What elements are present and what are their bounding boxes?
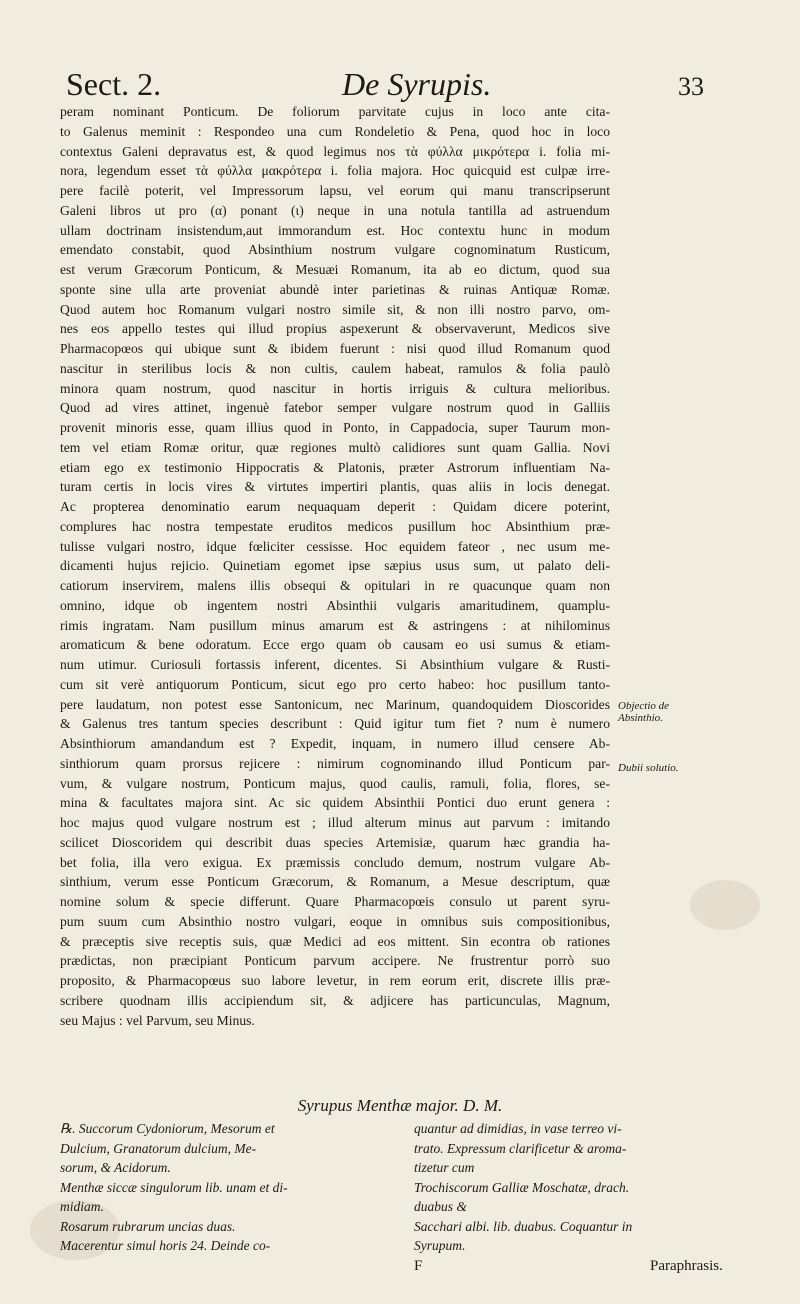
running-header <box>66 66 766 106</box>
recipe-line: Menthæ siccæ singulorum lib. unam et di- <box>60 1179 288 1195</box>
text-line: etiam ego ex testimonio Hippocratis & Platonis, præter Astrorum influentiam Na- <box>60 459 610 475</box>
recipe-line: sorum, & Acidorum. <box>60 1160 171 1175</box>
text-line: turam certis in locis vires & virtutes impertiri plantis, quas aliis in locis denegat. <box>60 479 610 495</box>
text-line: mina & facultates majora sint. Ac sic quidem Absinthii Pontici duo erunt genera : <box>60 795 610 811</box>
text-line: hoc majus quod vulgare nostrum est ; illud alterum minus aut parvum : imitando <box>60 815 610 830</box>
text-line: & præceptis sive receptis suis, quæ Medici ad eos mittent. Sin econtra ob rationes <box>60 933 610 949</box>
text-line: Absinthiorum amandandum est ? Expedit, inquam, in numero illud censere Ab- <box>60 736 610 751</box>
text-line: tem vel etiam Romæ oritur, quæ regiones multò calidiores sunt quam Gallia. Novi <box>60 439 610 455</box>
text-line: omnino, idque ob ingentem nostri Absinthii vulgaris amaritudinem, quamplu- <box>60 597 610 613</box>
text-line: rimis ingratam. Nam pusillum minus amarum est & astringens : at nihilominus <box>60 617 610 633</box>
text-line: & Galenus tres tantum species describunt : Quid igitur tum fiet ? num è numero <box>60 716 610 732</box>
text-line: peram nominant Ponticum. De foliorum parvitate cujus in loco ante cita- <box>60 104 610 119</box>
text-line: provenit minoris esse, quam illius quod in Ponto, in Cappadocia, super Taurum mon- <box>60 420 610 435</box>
text-line: sinthium, verum esse Ponticum Græcorum, & Romanum, a Mesue descriptum, quæ <box>60 874 610 890</box>
recipe-line: trato. Expressum clarificetur & aroma- <box>414 1140 627 1156</box>
recipe-left-column <box>60 1119 320 1256</box>
page-number: 33 <box>678 72 704 101</box>
text-line: tulisse vulgari nostro, idque fœliciter cessisse. Hoc equidem fateor , nec usum me- <box>60 538 610 554</box>
recipe-line: Syrupum. <box>414 1238 466 1253</box>
text-line: seu Majus : vel Parvum, seu Minus. <box>60 1012 255 1028</box>
text-line: complures hac nostra tempestate eruditos medicos pusillum hoc Absinthium præ- <box>60 518 610 534</box>
text-line: Ac propterea denominatio earum nequaquam deperit : Quidam dicere poterint, <box>60 499 610 514</box>
text-line: Quod ad vires attinet, ingenuè fatebor semper vulgare nostrum quod in Galliis <box>60 400 610 416</box>
text-line: Pharmacopœos qui ubique sunt & ibidem fuerunt : nisi quod illud Romanum quod <box>60 341 610 356</box>
signature-mark: F <box>414 1258 423 1274</box>
text-line: minora quam nostrum, quod nascitur in hortis irriguis & cultura melioribus. <box>60 380 610 396</box>
text-line: nomine solum & specie differunt. Quare Pharmacopœis consulo ut parent syru- <box>60 894 610 909</box>
margin-note-solution: Dubii solutio. <box>618 762 679 774</box>
page-title: De Syrupis. <box>342 66 492 102</box>
text-line: num utimur. Curiosuli fortassis inferent, dicentes. Si Absinthium vulgare & Rusti- <box>60 657 610 672</box>
text-line: scribere quodnam illis accipiendum sit, & adjicere has particunculas, Magnum, <box>60 992 610 1008</box>
recipe-line: Rosarum rubrarum uncias duas. <box>60 1218 236 1234</box>
text-line: contextus Galeni depravatus est, & quod legimus nos τὰ φύλλα μικρότερα i. folia mi- <box>60 143 610 159</box>
text-line: pere facilè poterit, vel Impressorum lapsu, vel eorum qui manu transcripserunt <box>60 183 610 198</box>
recipe-title: Syrupus Menthæ major. D. M. <box>297 1096 503 1115</box>
recipe-line: Trochiscorum Galliæ Moschatæ, drach. <box>414 1179 630 1195</box>
text-line: sponte sine ulla arte proveniat abundè inter parietinas & ruinas Antiquæ Romæ. <box>60 281 610 297</box>
recipe-line: Dulcium, Granatorum dulcium, Me- <box>60 1140 257 1156</box>
text-line: to Galenus meminit : Respondeo una cum Rondeletio & Pena, quod hoc in loco <box>60 123 610 139</box>
text-line: proposito, & Pharmacopœus suo labore levetur, in rem eorum erit, discrete illis præ- <box>60 973 610 988</box>
text-line: scilicet Dioscoridem qui describit duas species Artemisiæ, quarum hæc grandia ha- <box>60 834 610 850</box>
catchword: Paraphrasis. <box>650 1258 723 1274</box>
text-line: Galeni libros ut pro (α) ponant (ι) neque in una notula tantilla ad astruendum <box>60 202 610 218</box>
recipe-line: Macerentur simul horis 24. Deinde co- <box>60 1238 271 1253</box>
recipe-line: quantur ad dimidias, in vase terreo vi- <box>414 1121 622 1136</box>
recipe-right-column <box>414 1119 674 1256</box>
paper-stain <box>690 880 760 930</box>
text-line: Quod autem hoc Romanum vulgari nostro simile sit, & non illi nostro parvo, om- <box>60 301 610 317</box>
text-line: emendato constabit, quod Absinthium nostrum vulgare cognominatum Rusticum, <box>60 242 610 258</box>
text-line: cum sit verè antiquorum Ponticum, sicut ego pro certo habeo: hoc pusillum tanto- <box>60 676 610 692</box>
main-text <box>60 102 610 1030</box>
text-line: nes eos appello testes qui illud propius aspexerunt & observaverunt, Medicos sive <box>60 321 610 337</box>
text-line: ullam doctrinam insistendum,aut immorandum est. Hoc contextu hunc in modum <box>60 222 610 238</box>
recipe-line: midiam. <box>60 1199 104 1214</box>
text-line: prædictas, non præcipiant Ponticum parvum accipere. Ne frustrentur porrò suo <box>60 953 610 969</box>
text-line: bet folia, illa vero exigua. Ex præmissis concludo demum, nostrum vulgare Ab- <box>60 854 610 870</box>
text-line: sinthiorum quam prorsus rejicere : nimirum cognominando illud Ponticum par- <box>60 755 610 771</box>
recipe-line: ℞. Succorum Cydoniorum, Mesorum et <box>60 1121 275 1136</box>
recipe-line: tizetur cum <box>414 1160 475 1175</box>
text-line: nascitur in sterilibus locis & non cultis, caulem habeat, ramulos & folia paulò <box>60 360 610 376</box>
text-line: dicamenti hujus rejicio. Quinetiam egomet ipse sæpius usus sum, ut palato deli- <box>60 558 610 574</box>
recipe-line: Sacchari albi. lib. duabus. Coquantur in <box>414 1218 633 1234</box>
recipe-line: duabus & <box>414 1199 467 1214</box>
text-line: vum, & vulgare nostrum, Ponticum majus, quod caulis, ramuli, folia, flores, se- <box>60 775 610 791</box>
text-line: pum suum cum Absinthio nostro vulgari, eoque in omnibus suis compositionibus, <box>60 913 610 929</box>
section-label: Sect. 2. <box>66 66 162 102</box>
text-line: est verum Græcorum Ponticum, & Mesuæi Romanum, ita ab eo dictum, quod sua <box>60 262 610 277</box>
margin-note-objection: Objectio de Absinthio. <box>618 700 670 724</box>
text-line: aromaticum & bene odoratum. Ecce ergo quam ob causam eo usi sumus & etiam- <box>60 637 610 653</box>
text-line: pere laudatum, non potest esse Santonicum, nec Marinum, quandoquidem Dioscorides <box>60 696 610 712</box>
text-line: nora, legendum esset τὰ φύλλα μακρότερα i. folia majora. Hoc quicquid est culpæ irre- <box>60 163 610 179</box>
text-line: catiorum inservirem, malens illis obsequi & opitulari in re quacunque quam non <box>60 578 610 593</box>
